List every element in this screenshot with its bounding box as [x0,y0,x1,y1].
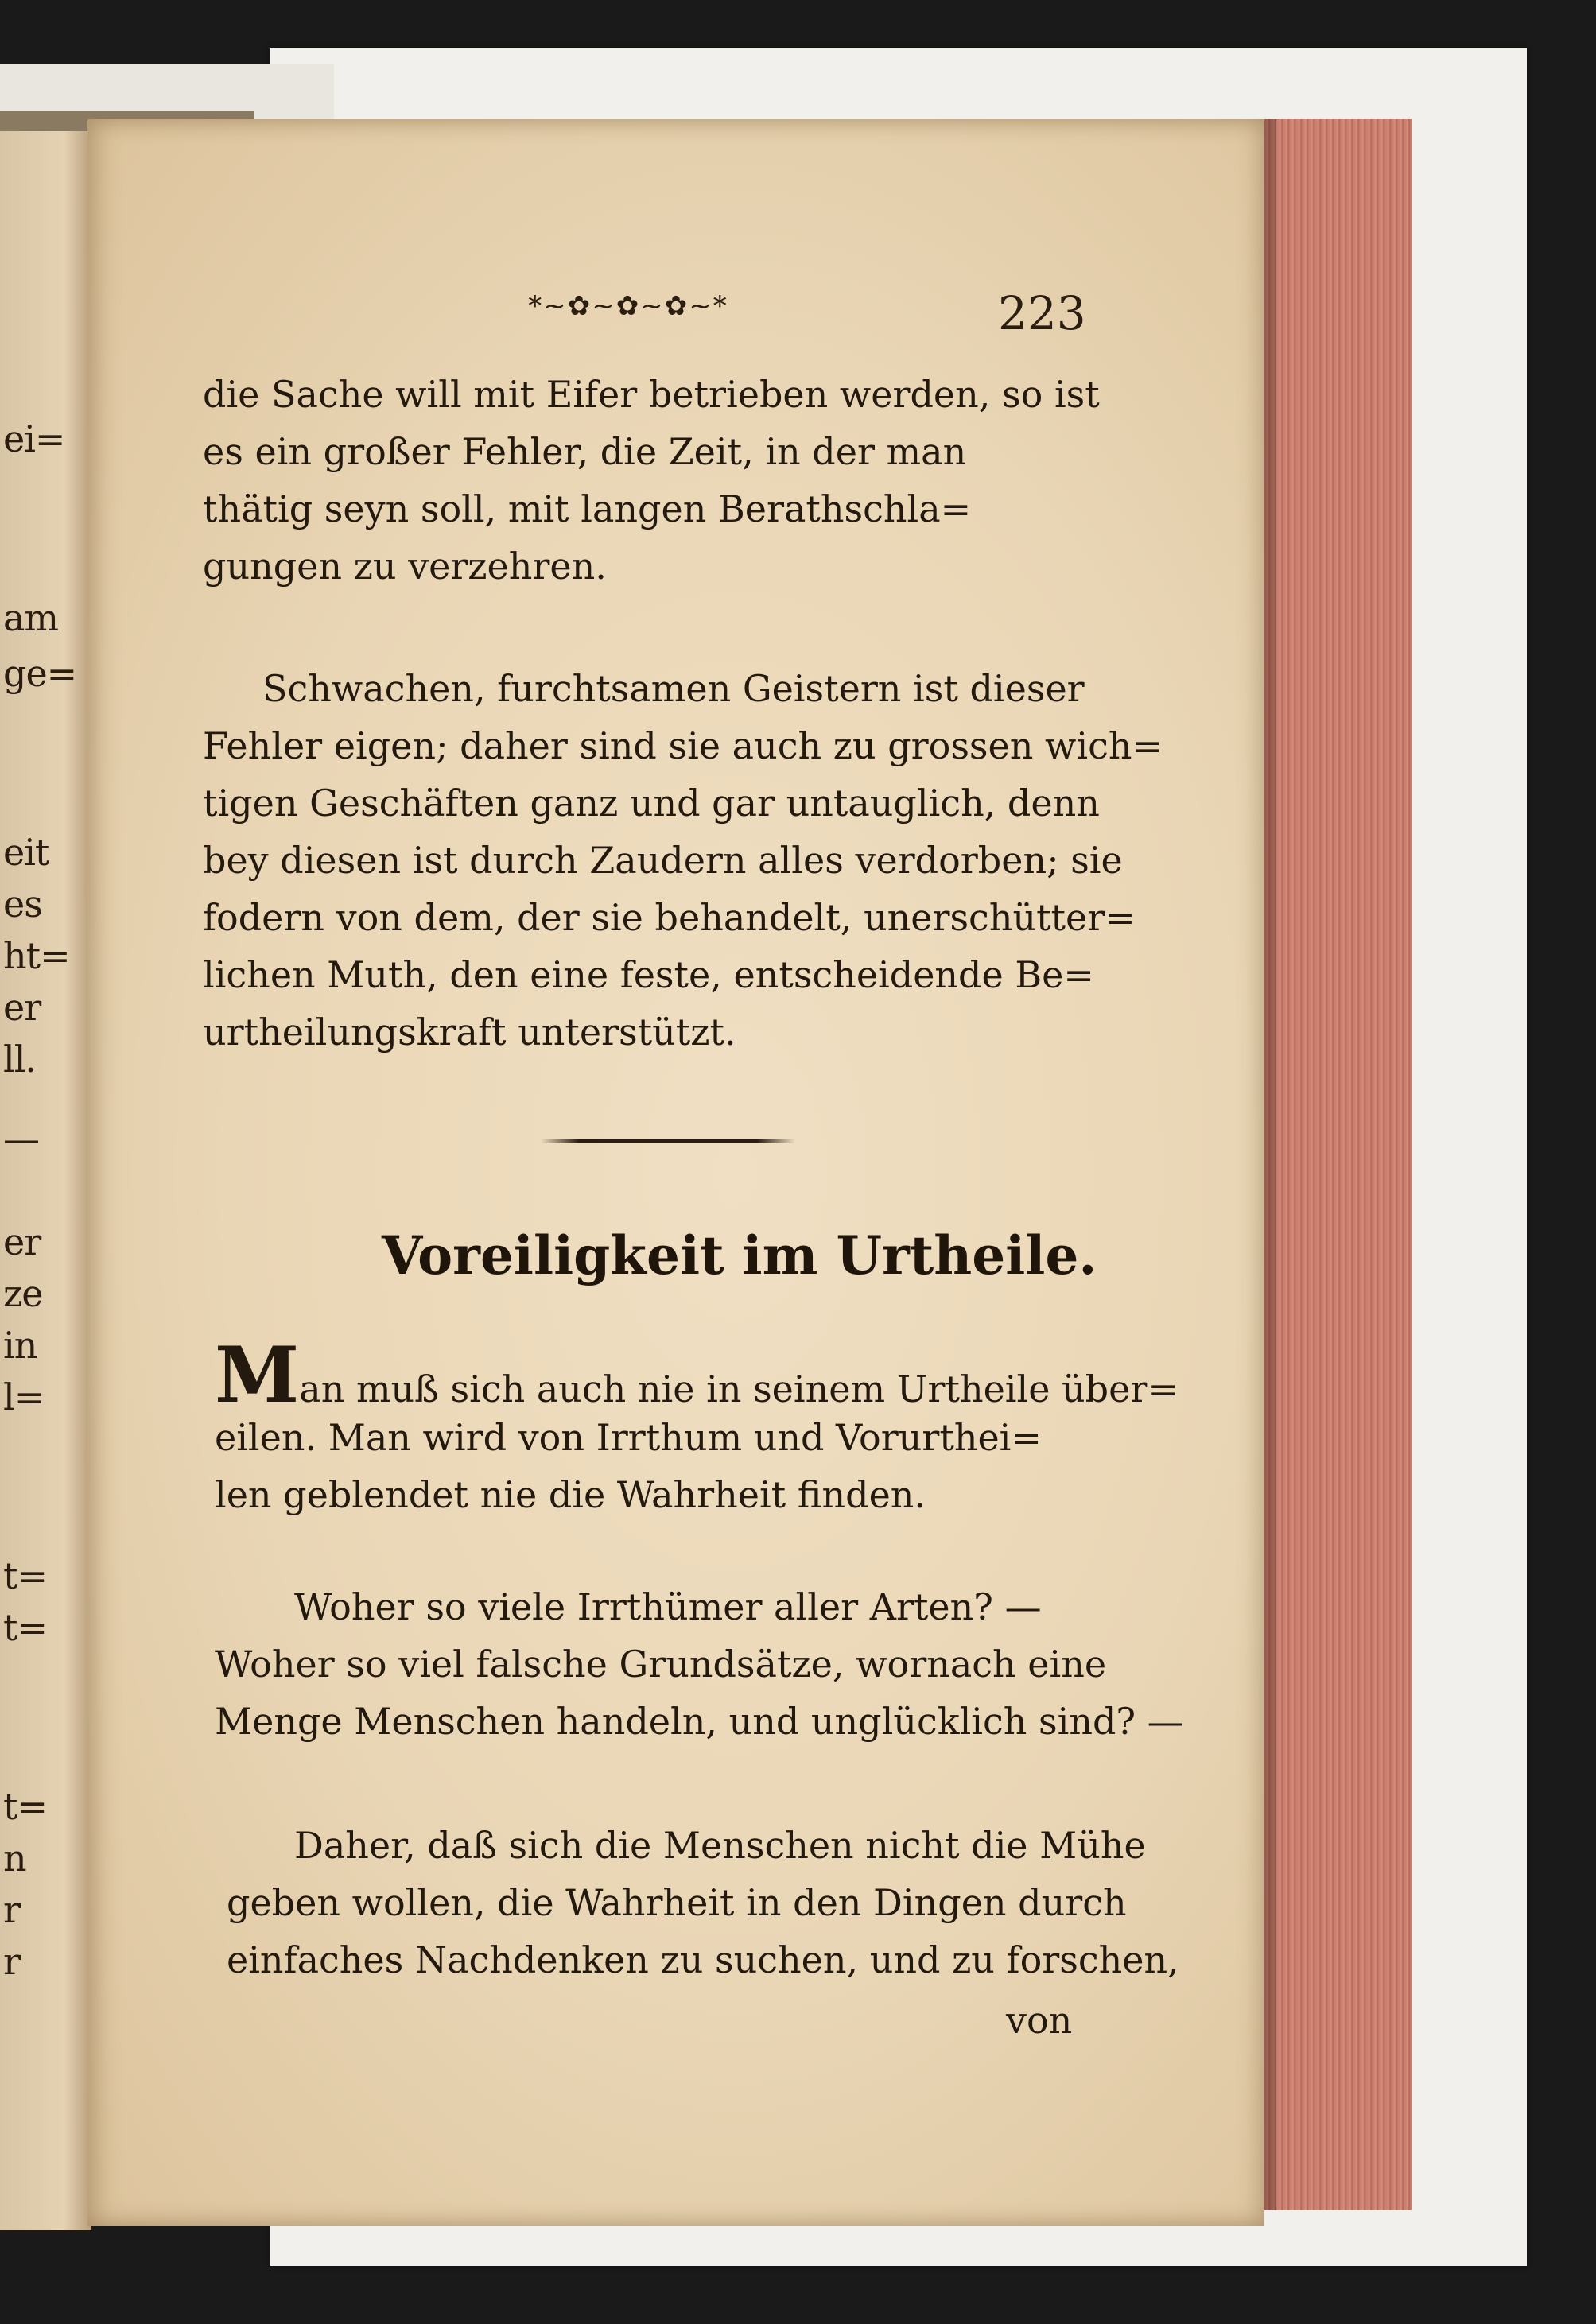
page-number: 223 [998,286,1086,340]
left-page-fragment: t= [3,1785,48,1828]
left-page-fragment: in [3,1324,37,1367]
text-line [215,1330,1179,1420]
left-page-fragment: ei= [3,417,65,460]
text-line: bey diesen ist durch Zaudern alles verdorben; sie [203,839,1123,882]
left-page-fragment: t= [3,1606,48,1649]
text-line: eilen. Man wird von Irrthum und Vorurthei= [215,1416,1042,1459]
left-page-fragment: ge= [3,652,77,695]
left-page-fragment: es [3,883,42,925]
left-page-fragment: er [3,1220,41,1263]
header-ornament: *~✿~✿~✿~* [528,290,728,322]
text-line: tigen Geschäften ganz und gar untauglich, denn [203,782,1100,824]
section-divider [541,1139,795,1143]
text-line: die Sache will mit Eifer betrieben werden, so ist [203,373,1100,416]
text-line: urtheilungskraft unterstützt. [203,1011,736,1053]
text-line: es ein großer Fehler, die Zeit, in der man [203,430,967,473]
section-heading: Voreiligkeit im Urtheile. [382,1224,1097,1286]
text-line-rest: an muß sich auch nie in seinem Urtheile über= [299,1368,1179,1410]
left-page-fragment: t= [3,1554,48,1597]
left-page-fragment: r [3,1940,20,1983]
left-page-fragment: eit [3,831,49,874]
left-page-fragment: am [3,596,59,639]
left-page-fragment: r [3,1888,20,1931]
left-page-fragment: ll. [3,1038,37,1081]
paragraph-2 [203,660,1163,1061]
text-line: gungen zu verzehren. [203,545,607,588]
left-page-fragment: ht= [3,934,70,977]
text-line: thätig seyn soll, mit langen Berathschla= [203,487,972,530]
paragraph-1 [203,366,1100,595]
paragraph-5 [227,1817,1179,1988]
text-line: lichen Muth, den eine feste, entscheidende Be= [203,953,1094,996]
text-line: Menge Menschen handeln, und unglücklich sind? — [215,1700,1184,1743]
catchword [1006,1992,1072,2049]
paragraph-3 [215,1330,1179,1523]
text-line: Schwachen, furchtsamen Geistern ist dieser [262,667,1085,710]
text-line: Woher so viel falsche Grundsätze, wornach eine [215,1643,1107,1686]
left-page-fragment: — [3,1117,39,1160]
text-line: len geblendet nie die Wahrheit finden. [215,1473,926,1516]
catchword-text: von [1006,1999,1073,2042]
drop-cap: M [215,1330,300,1420]
text-line: geben wollen, die Wahrheit in den Dingen durch [227,1881,1127,1924]
text-line: Daher, daß sich die Menschen nicht die Mühe [294,1824,1146,1867]
text-line: fodern von dem, der sie behandelt, unerschütter= [203,896,1136,939]
left-page-fragment: er [3,986,41,1029]
text-line: einfaches Nachdenken zu suchen, und zu forschen, [227,1938,1179,1981]
text-line: Woher so viele Irrthümer aller Arten? — [294,1585,1042,1628]
left-page-fragment: n [3,1837,26,1880]
text-line: Fehler eigen; daher sind sie auch zu grossen wich= [203,724,1163,767]
paragraph-4 [215,1578,1184,1750]
left-page-edge [0,131,91,2230]
page-block-edges [1252,119,1412,2210]
left-page-fragment: ze [3,1272,43,1315]
left-page-fragment: l= [3,1375,45,1418]
